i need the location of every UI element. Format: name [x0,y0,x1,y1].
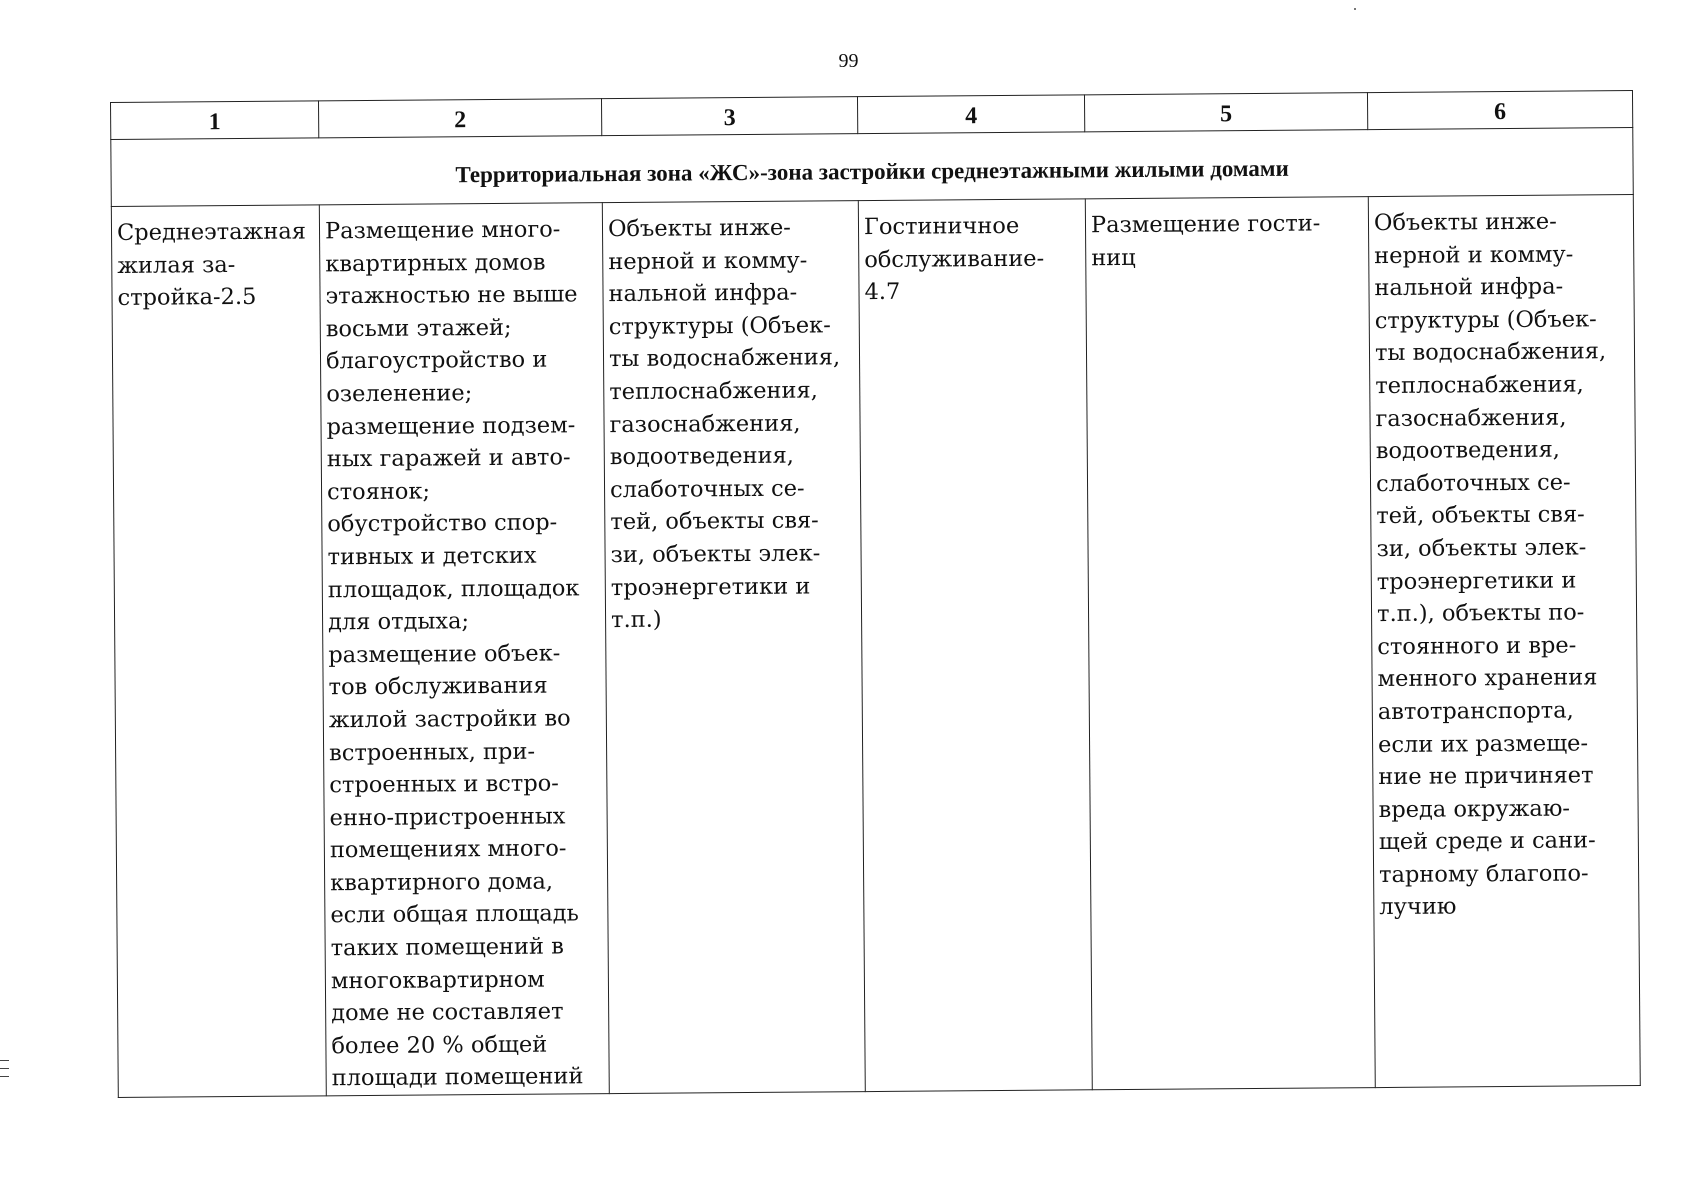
cell-auxiliary-objects [1368,195,1640,1088]
cell-conditional-use-type [858,199,1092,1092]
scan-speck [1354,8,1356,10]
cell-conditional-use-description-text: Размещение гости- ниц [1090,210,1321,271]
margin-marks [0,1060,9,1084]
cell-use-description [319,203,609,1096]
page-number: 99 [838,50,859,72]
zoning-table [110,90,1641,1098]
table-row [111,195,1640,1098]
margin-mark [0,1060,9,1061]
column-number-4: 4 [857,95,1084,134]
cell-use-type [111,205,326,1098]
cell-utility-objects [602,201,865,1094]
margin-mark [0,1076,9,1077]
cell-auxiliary-objects-text: Объекты инже- нерной и комму- нальной инфра- структуры (Объек- ты водоснабжения, теплоснабжения, газоснабжения, водоотведения, слаботочных се- тей, объекты свя- зи, объекты элек- троэнергетики и т.п.), объекты по- стоянного и вре- менного хранения автотранспорта, если их размеще- ние не причиняет вреда окружаю- щей среде и сани- тарному благопо- лучию [1373,208,1607,921]
cell-conditional-use-description [1085,197,1375,1090]
column-number-1: 1 [111,101,319,140]
cell-conditional-use-type-text: Гостиничное обслуживание- 4.7 [863,212,1045,306]
margin-mark [0,1068,9,1069]
cell-utility-objects-text: Объекты инже- нерной и комму- нальной инфра- структуры (Объек- ты водоснабжения, теплоснабжения, газоснабжения, водоотведения, слаботочных се- тей, объекты свя- зи, объекты элек- троэнергетики и т.п.) [607,214,841,634]
column-number-5: 5 [1084,93,1367,132]
zone-title: Территориальная зона «ЖС»-зона застройки среднеэтажными жилыми домами [111,128,1633,207]
column-number-2: 2 [318,99,601,138]
cell-use-type-text: Среднеэтажная жилая за- стройка-2.5 [116,218,306,312]
cell-use-description-text: Размещение много- квартирных домов этажностью не выше восьми этажей; благоустройство и озеленение; размещение подзем- ных гаражей и авто- стоянок; обустройство спор- тивных и детских площадок, площадок для отдыха; размещение объек- тов обслуживания жилой застройки во встроенных, при- строенных и встро- енно-пристроенных помещениях много- квартирного дома, если общая площадь таких помещений в многоквартирном доме не составляет более 20 % общей площади помещений [324,216,584,1092]
column-number-3: 3 [601,97,857,136]
column-number-6: 6 [1367,91,1632,130]
zone-title-row [111,128,1633,207]
